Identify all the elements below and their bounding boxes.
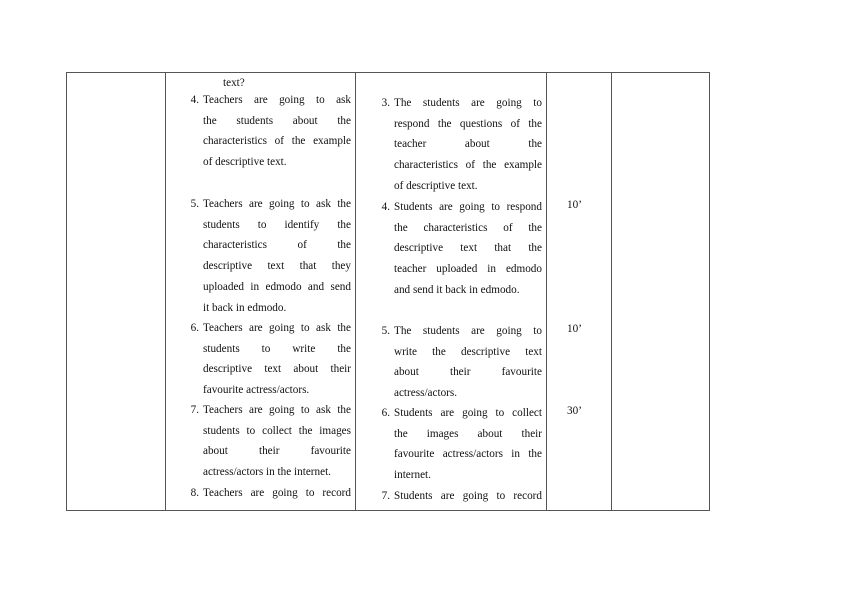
activity-line: descriptive text that they [203, 260, 351, 273]
activity-line: students to write the [203, 342, 351, 355]
activity-number: 5. [381, 325, 390, 337]
activity-number: 4. [190, 94, 199, 106]
column-divider [611, 73, 612, 510]
column-divider [165, 73, 166, 510]
activity-number: 5. [190, 198, 199, 210]
activity-line: Teachers are going to ask the [203, 322, 351, 334]
activity-line: favourite actress/actors. [203, 384, 310, 397]
activity-line: teacher uploaded in edmodo [394, 263, 542, 276]
column-divider [546, 73, 547, 510]
activity-line: and send it back in edmodo. [394, 283, 520, 296]
activity-line: Students are going to record [394, 490, 542, 502]
activity-line: internet. [394, 469, 431, 482]
time-allocation: 30’ [567, 405, 582, 417]
activity-line: the students about the [203, 114, 351, 127]
activity-line: write the descriptive text [394, 345, 542, 358]
activity-line: characteristics of the [203, 239, 351, 252]
activity-number: 3. [381, 97, 390, 109]
activity-line: Students are going to collect [394, 407, 542, 419]
activity-number: 6. [381, 407, 390, 419]
activity-line: Teachers are going to record [203, 487, 351, 499]
time-allocation: 10’ [567, 323, 582, 335]
activity-number: 4. [381, 201, 390, 213]
activity-line: Teachers are going to ask the [203, 198, 351, 210]
column-divider [355, 73, 356, 510]
activity-line: respond the questions of the [394, 117, 542, 130]
activity-line: students to collect the images [203, 424, 351, 437]
activity-line: Students are going to respond [394, 201, 542, 213]
time-allocation: 10’ [567, 199, 582, 211]
activity-line: of descriptive text. [394, 179, 478, 192]
activity-line: about their favourite [394, 366, 542, 379]
lesson-plan-table [66, 72, 710, 511]
activity-number: 7. [381, 490, 390, 502]
activity-number: 6. [190, 322, 199, 334]
activity-number: 7. [190, 404, 199, 416]
activity-line: text? [223, 77, 245, 89]
activity-line: characteristics of the example [203, 135, 351, 148]
activity-line: Teachers are going to ask the [203, 404, 351, 416]
activity-line: descriptive text about their [203, 363, 351, 376]
activity-line: The students are going to [394, 325, 542, 337]
activity-line: actress/actors in the internet. [203, 466, 331, 479]
activity-line: teacher about the [394, 138, 542, 151]
activity-line: students to identify the [203, 218, 351, 231]
activity-line: of descriptive text. [203, 156, 287, 169]
activity-line: favourite actress/actors in the [394, 448, 542, 461]
activity-line: the characteristics of the [394, 221, 542, 234]
activity-line: the images about their [394, 427, 542, 440]
activity-line: The students are going to [394, 97, 542, 109]
activity-line: about their favourite [203, 445, 351, 458]
activity-line: descriptive text that the [394, 242, 542, 255]
activity-line: actress/actors. [394, 387, 458, 400]
activity-number: 8. [190, 487, 199, 499]
activity-line: uploaded in edmodo and send [203, 280, 351, 293]
activity-line: characteristics of the example [394, 159, 542, 172]
activity-line: it back in edmodo. [203, 301, 287, 314]
activity-line: Teachers are going to ask [203, 94, 351, 106]
